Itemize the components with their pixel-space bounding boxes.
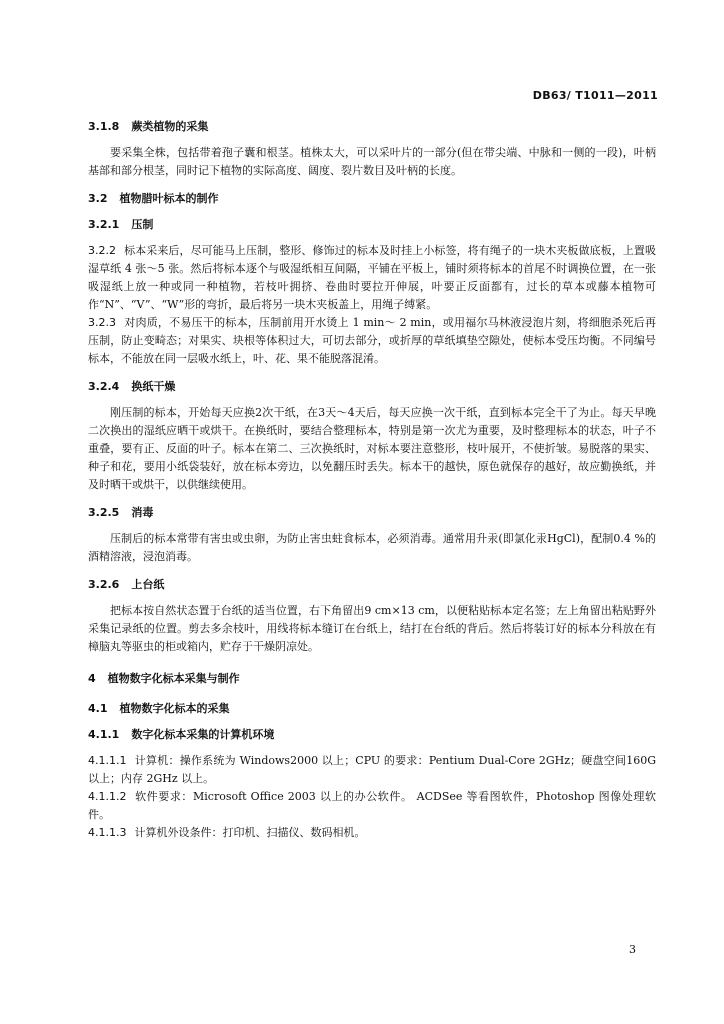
- heading-title: 植物腊叶标本的制作: [119, 192, 219, 205]
- heading-number: 3.1.8: [88, 120, 120, 133]
- heading-4-1: [88, 700, 656, 716]
- paragraph-number: 3.2.3: [88, 316, 116, 329]
- heading-number: 4.1.1: [88, 728, 120, 741]
- heading-4-1-1: [88, 726, 656, 742]
- heading-3-2-4: [88, 378, 656, 394]
- paragraph-text: 计算机：操作系统为 Windows2000 以上；CPU 的要求：Pentium Dual-Core 2GHz；硬盘空间160G 以上；内存 2GHz 以上。: [88, 754, 656, 785]
- heading-title: 植物数字化标本的采集: [119, 702, 230, 715]
- heading-title: 上台纸: [131, 578, 165, 591]
- numbered-paragraph-4-1-1-1: [88, 752, 656, 788]
- heading-number: 3.2.4: [88, 380, 120, 393]
- heading-number: 3.2.1: [88, 218, 120, 231]
- paragraph-number: 4.1.1.1: [88, 754, 127, 767]
- paragraph: 压制后的标本常带有害虫或虫卵，为防止害虫蛀食标本，必须消毒。通常用升汞(即氯化汞HgCl)，配制0.4 %的酒精溶液，浸泡消毒。: [88, 532, 656, 563]
- heading-title: 蕨类植物的采集: [131, 120, 209, 133]
- heading-number: 4: [88, 672, 96, 685]
- heading-3-2-5: [88, 504, 656, 520]
- paragraph-number: 3.2.2: [88, 244, 116, 257]
- heading-3-1-8: [88, 118, 656, 134]
- heading-title: 数字化标本采集的计算机环境: [131, 728, 275, 741]
- page-number: 3: [629, 943, 636, 956]
- heading-3-2-1: [88, 216, 656, 232]
- paragraph-text: 软件要求：Microsoft Office 2003 以上的办公软件。 ACDSee 等看图软件，Photoshop 图像处理软件。: [88, 790, 656, 821]
- numbered-paragraph-3-2-2: [88, 242, 656, 314]
- paragraph-number: 4.1.1.3: [88, 826, 127, 839]
- heading-number: 3.2.6: [88, 578, 120, 591]
- paragraph: 刚压制的标本，开始每天应换2次干纸，在3天～4天后，每天应换一次干纸，直到标本完全干了为止。每天早晚二次换出的湿纸应晒干或烘干。在换纸时，要结合整理标本，特别是第一次尤为重要，及时整理标本的状态，叶子不重叠，要有正、反面的叶子。标本在第二、三次换纸时，对标本要注意整形，枝叶展开，不使折皱。易脱落的果实、种子和花，要用小纸袋装好，放在标本旁边，以免翻压时丢失。标本干的越快，原色就保存的越好，故应勤换纸，并及时晒干或烘干，以供继续使用。: [88, 406, 656, 491]
- heading-title: 植物数字化标本采集与制作: [107, 672, 240, 685]
- heading-4: [88, 670, 656, 686]
- standard-code: DB63/ T1011—2011: [532, 89, 658, 102]
- heading-title: 压制: [131, 218, 154, 231]
- heading-title: 消毒: [131, 506, 154, 519]
- paragraph-number: 4.1.1.2: [88, 790, 127, 803]
- heading-title: 换纸干燥: [131, 380, 176, 393]
- heading-3-2: [88, 190, 656, 206]
- numbered-paragraph-3-2-3: [88, 314, 656, 368]
- numbered-paragraph-4-1-1-2: [88, 788, 656, 824]
- paragraph: 要采集全株，包括带着孢子囊和根茎。植株太大，可以采叶片的一部分(但在带尖端、中脉和一侧的一段)，叶柄基部和部分根茎，同时记下植物的实际高度、阔度、裂片数目及叶柄的长度。: [88, 146, 656, 177]
- heading-number: 4.1: [88, 702, 108, 715]
- paragraph-text: 对肉质，不易压干的标本，压制前用开水烫上 1 min～ 2 min，或用福尔马林液浸泡片刻，将细胞杀死后再压制，防止变畸态；对果实、块根等体积过大，可切去部分，或折厚的草纸填垫空隙处，使标本受压均衡。不同编号标本，不能放在同一层吸水纸上，叶、花、果不能脱落混淆。: [88, 316, 656, 365]
- paragraph-text: 计算机外设条件：打印机、扫描仪、数码相机。: [134, 826, 366, 839]
- numbered-paragraph-4-1-1-3: [88, 824, 656, 842]
- document-body: [88, 118, 656, 842]
- heading-number: 3.2.5: [88, 506, 120, 519]
- paragraph-text: 标本采来后，尽可能马上压制，整形、修饰过的标本及时挂上小标签，将有绳子的一块木夹板做底板，上置吸湿草纸 4 张～5 张。然后将标本逐个与吸湿纸相互间隔，平铺在平板上，铺时须将标本的首尾不时调换位置，在一张吸湿纸上放一种或同一种植物，若枝叶拥挤、卷曲时要拉开伸展，叶要正反面都有，过长的草本或藤本植物可作“N”、“V”、“W”形的弯折，最后将另一块木夹板盖上，用绳子缚紧。: [88, 244, 656, 311]
- paragraph: 把标本按自然状态置于台纸的适当位置，右下角留出9 cm×13 cm，以便粘贴标本定名签；左上角留出粘贴野外采集记录纸的位置。剪去多余枝叶，用线将标本缝订在台纸上，结打在台纸的背后。然后将装订好的标本分科放在有樟脑丸等驱虫的柜或箱内，贮存于干燥阴凉处。: [88, 604, 656, 653]
- heading-3-2-6: [88, 576, 656, 592]
- heading-number: 3.2: [88, 192, 108, 205]
